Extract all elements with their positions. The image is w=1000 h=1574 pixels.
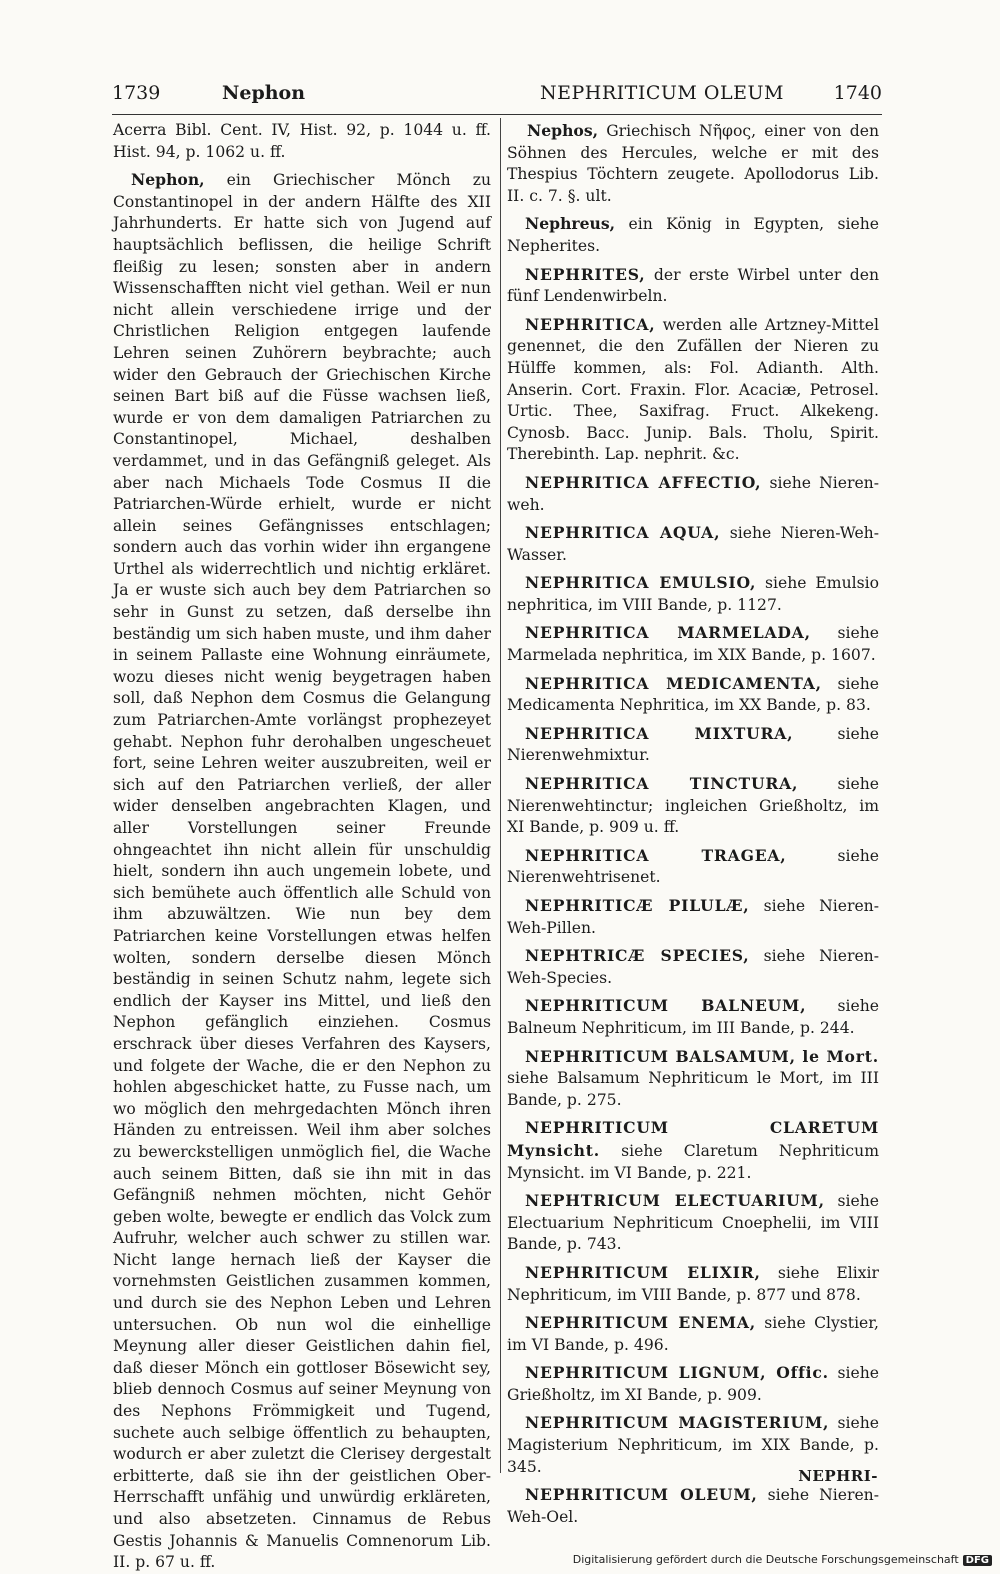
entry-text: siehe Nieren-Weh-Pillen. [507,897,879,937]
entry-lemma: NEPHTRICUM ELECTUARIUM, [525,1191,825,1211]
entry [507,1046,879,1112]
entry-text: siehe Nierenwehtinctur; ingleichen Grießholtz, im XI Bande, p. 909 u. ff. [507,775,879,837]
entry-text: siehe Balsamum Nephriticum le Mort, im III Bande, p. 275. [507,1069,879,1109]
entry [507,1117,879,1184]
entry [507,314,879,466]
entry [507,1362,879,1406]
header-rule [112,114,882,115]
entry-text: siehe Grießholtz, im XI Bande, p. 909. [507,1364,879,1404]
citation: Acerra Bibl. Cent. IV, Hist. 92, p. 1044 u. ff. Hist. 94, p. 1062 u. ff. [113,121,491,161]
article-nephon [113,169,491,1574]
entry [507,1190,879,1256]
entry-lemma: NEPHTRICÆ SPECIES, [525,946,750,966]
right-column [507,120,879,1534]
left-column [113,120,491,1574]
entry-lemma: NEPHRITICUM ELIXIR, [525,1262,761,1282]
entry-lemma: Nephos, [527,121,599,140]
entry-lemma: NEPHRITICA EMULSIO, [525,573,757,593]
entry-lemma: NEPHRITICUM BALSAMUM, le Mort. [525,1046,879,1066]
entry-text: siehe Emulsio nephritica, im VIII Bande, p. 1127. [507,574,879,614]
entry-text: siehe Medicamenta Nephritica, im XX Bande, p. 83. [507,674,879,715]
left-keyword: Nephon [222,82,306,104]
entry-lemma: NEPHRITICUM OLEUM, [525,1485,758,1505]
running-header [112,82,882,114]
entry-lemma: NEPHRITICUM ENEMA, [525,1313,756,1333]
entry-text: siehe Clystier, im VI Bande, p. 496. [507,1314,879,1354]
entry-lemma: NEPHRITICA TINCTURA, [525,774,799,794]
entry [507,213,879,257]
catchword: NEPHRI- [798,1467,878,1485]
entry [507,945,879,989]
entry [507,845,879,889]
entry [507,264,879,308]
entry-text: siehe Nierenwehmixtur. [507,724,879,765]
column-divider [500,118,501,1473]
entry [507,895,879,939]
entry [507,773,879,839]
entry [507,472,879,516]
entry-text: siehe Nieren-Weh-Oel. [507,1486,879,1526]
entry-text: siehe Marmelada nephritica, im XIX Bande, p. 1607. [507,624,879,665]
entry-text: Griechisch Νῆφος, einer von den Söhnen des Hercules, welche er mit des Thespius Töchtern zeugete. Apollodorus Lib. II. c. 7. §. ult. [507,122,879,205]
left-column-number: 1739 [112,82,161,104]
entry-text: werden alle Artzney-Mittel genennet, die den Zufällen der Nieren zu Hülffe kommen, als: Fol. Adianth. Alth. Anserin. Cort. Fraxin. Flor. Acaciæ, Petrosel. Urtic. Thee, Saxifrag. Fruct. Alkekeng. Cynosb. Bacc. Junip. Bals. Tholu, Spirit. Therebinth. Lap. nephrit. &c. [507,315,879,464]
entry [507,995,879,1039]
entry [507,673,879,717]
entry-text: ein König in Egypten, siehe Nepherites. [507,215,879,255]
entry-lemma: NEPHRITICA MARMELADA, [525,623,811,643]
entry-text: siehe Balneum Nephriticum, im III Bande, p. 244. [507,997,880,1037]
entry-lemma: NEPHRITICUM MAGISTERIUM, [525,1413,830,1433]
entry [507,1484,879,1528]
entry [507,1262,879,1306]
right-column-number: 1740 [833,82,882,104]
dfg-logo-icon: DFG [963,1555,992,1566]
entry-text: siehe Nieren-Weh-Wasser. [507,524,879,564]
article-body: ein Griechischer Mönch zu Constantinopel in der andern Hälfte des XII Jahrhunderts. Er hatte sich von Jugend auf hauptsächlich beflissen, die heilige Schrift fleißig zu lesen; sonsten aber in andern Wissenschafften nicht viel gethan. Weil er nun nicht allein verschiedene irrige und der Christlichen Religion entgegen laufende Lehren seinen Zuhörern beybrachte; auch wider den Gebrauch der Griechischen Kirche seinen Bart biß auf die Füsse wachsen ließ, wurde er von dem damaligen Patriarchen zu Constantinopel, Michael, deshalben verdammet, und in das Gefängniß geleget. Als aber nach Michaels Tode Cosmus II die Patriarchen-Würde erhielt, wurde er nicht allein seines Gefängnisses entschlagen; sondern auch das vorhin wider ihn ergangene Urthel als widerrechtlich und nichtig erkläret. Ja er wuste sich auch bey dem Patriarchen so sehr in Gunst zu setzen, daß derselbe ihn beständig um sich haben muste, und ihm daher in seinem Pallaste eine Wohnung einräumete, wozu dieses nicht wenig beygetragen haben soll, daß Nephon dem Cosmus die Gelangung zum Patriarchen-Amte vorlängst prophezeyet gehabt. Nephon fuhr derohalben ungescheuet fort, seine Lehren weiter auszubreiten, weil er sich auf den Patriarchen verließ, der aller wider denselben angebrachten Klagen, und aller Vorstellungen seiner Freunde ohngeachtet ihn nicht allein für unschuldig hielt, sondern ihn auch ungemein lobete, und sich bemühete auch öffentlich alle Schuld von ihm abzuwältzen. Wie nun bey dem Patriarchen keine Vorstellungen etwas helfen wolten, sondern derselbe diesen Mönch beständig in seinen Schutz nahm, legete sich endlich der Kayser ins Mittel, und ließ den Nephon gefänglich einziehen. Cosmus erschrack über dieses Verfahren des Kaysers, und folgete der Wache, die er den Nephon zu hohlen abgeschicket hatte, zu Fusse nach, um wo möglich den mehrgedachten Mönch ihren Händen zu entreissen. Weil ihm aber solches zu bewerckstelligen unmöglich fiel, die Wache auch seinem Bitten, daß sie ihn mit in das Gefängniß nehmen möchten, nicht Gehör geben wolte, bewegte er endlich das Volck zum Aufruhr, welcher auch schwer zu stillen war. Nicht lange hernach ließ der Kayser die vornehmsten Geistlichen zusammen kommen, und durch sie des Nephon Leben und Lehren untersuchen. Ob nun wol die einhellige Meynung aller dieser Geistlichen dahin fiel, daß dieser Mönch ein gottloser Bösewicht sey, blieb dennoch Cosmus auf seiner Meynung von des Nephons Frömmigkeit und Tugend, suchete auch selbige öffentlich zu behaupten, wodurch er aber zuletzt die Clerisey dergestalt erbitterte, daß sie ihn der geistlichen Ober-Herrschafft unfähig und unwürdig erkläreten, und also absetzeten. Cinnamus de Rebus Gestis Johannis & Manuelis Comnenorum Lib. II. p. 67 u. ff. [113,171,491,1572]
entry-lemma: NEPHRITICA TRAGEA, [525,845,787,865]
entry [507,120,879,207]
entry-lemma: NEPHRITICA MIXTURA, [525,723,794,743]
entry-text: siehe Nierenwehtrisenet. [507,846,879,887]
entry-text: siehe Elixir Nephriticum, im VIII Bande, p. 877 und 878. [507,1263,879,1304]
entry-text: siehe Nieren-weh. [507,473,879,514]
entry-lemma: NEPHRITICÆ PILULÆ, [525,896,750,915]
entry-lemma: Nephreus, [525,214,616,234]
entry-lemma: NEPHRITICUM BALNEUM, [525,996,807,1016]
entry-text: der erste Wirbel unter den fünf Lendenwirbeln. [507,265,879,306]
entry-lemma: Nephon, [131,170,205,190]
entry [507,522,879,566]
entry-text: siehe Magisterium Nephriticum, im XIX Bande, p. 345. [507,1414,879,1476]
entry-lemma: NEPHRITES, [525,264,646,284]
entry-lemma: NEPHRITICA AQUA, [525,523,721,543]
entry-lemma: NEPHRITICUM LIGNUM, Offic. [525,1363,829,1383]
running-title: NEPHRITICUM OLEUM [540,82,784,104]
digitization-footer [573,1553,992,1566]
entry [507,622,879,666]
entry [507,723,879,767]
entry [507,572,879,616]
entry-text: siehe Claretum Nephriticum Mynsicht. im VI Bande, p. 221. [507,1141,879,1182]
footer-text: Digitalisierung gefördert durch die Deutsche Forschungsgemeinschaft [572,1553,959,1566]
entry-lemma: NEPHRITICA, [525,314,656,334]
entry [507,1312,879,1356]
entry-lemma: NEPHRITICUM CLARETUM Mynsicht. [507,1118,879,1160]
entry-lemma: NEPHRITICA AFFECTIO, [525,472,762,492]
entry-text: siehe Nieren-Weh-Species. [507,947,879,987]
entry-lemma: NEPHRITICA MEDICAMENTA, [525,673,822,693]
entry-text: siehe Electuarium Nephriticum Cnoephelii, im VIII Bande, p. 743. [507,1192,879,1254]
